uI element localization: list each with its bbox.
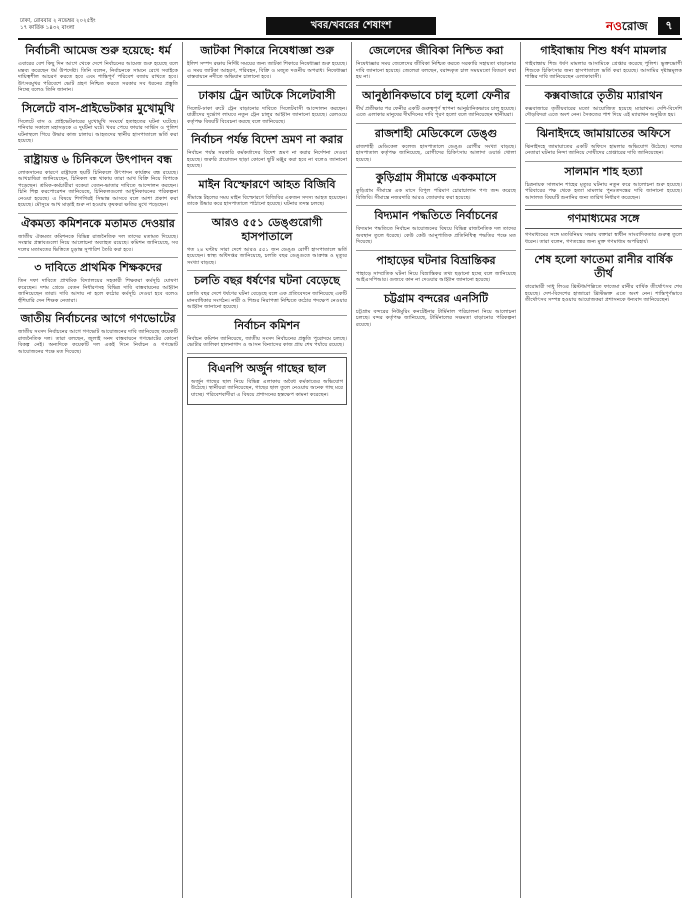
article <box>18 217 178 254</box>
article-divider <box>187 270 347 271</box>
article-divider <box>356 288 516 289</box>
article-headline: কক্সবাজারে তৃতীয় ম্যারাথন <box>544 88 663 102</box>
column-rule <box>182 42 183 898</box>
article-headline: জেলেদের জীবিকা নিশ্চিত করা <box>368 44 504 57</box>
article <box>187 274 347 311</box>
article-body: কক্সবাজারে তৃতীয়বারের মতো আয়োজিত হয়েছে ম্যারাথন। দেশি-বিদেশি দৌড়বিদরা এতে অংশ নেন। সৈকতের পাশ দিয়ে এই ম্যারাথন অনুষ্ঠিত হয়। <box>525 105 682 118</box>
article-headline: গণমাধ্যমের সঙ্গে <box>525 209 682 229</box>
article-headline: বিএনপি অর্জুন গাছের ছাল <box>208 361 326 375</box>
article-body: চলতি বছর দেশে ধর্ষণের ঘটনা বেড়েছে বলে এক প্রতিবেদনে জানিয়েছে একটি মানবাধিকার সংগঠন। নারী ও শিশুর নিরাপত্তা নিশ্চিতে কঠোর পদক্ষেপ নেওয়ার আহ্বান জানানো হয়েছে। <box>187 291 347 310</box>
article-body: জাতীয় ঐকমত্য কমিশনকে বিভিন্ন রাজনৈতিক দল তাদের মতামত দিয়েছে। সংস্কার প্রস্তাবগুলো নিয়ে আলোচনা অব্যাহত রয়েছে। কমিশন জানিয়েছে, সব দলের মতামতের ভিত্তিতে চূড়ান্ত সুপারিশ তৈরি করা হবে। <box>18 233 178 253</box>
article-headline: সিলেটে বাস-প্রাইভেটকার মুখোমুখি <box>21 101 175 115</box>
article-body: জাতীয় সংসদ নির্বাচনের আগে গণভোট আয়োজনের দাবি জানিয়েছে কয়েকটি রাজনৈতিক দল। তারা বলছেন, জুলাই সনদ বাস্তবায়নে গণভোটের কোনো বিকল্প নেই। অন্যদিকে কয়েকটি দল একই দিনে নির্বাচন ও গণভোট আয়োজনের পক্ষে মত দিয়েছে। <box>18 329 178 355</box>
article-headline: জাতীয় নির্বাচনের আগে গণভোটের <box>20 312 176 325</box>
column-rule <box>351 42 352 898</box>
article-body: কুড়িগ্রাম সীমান্তে এক মাসে বিপুল পরিমাণ চোরাচালান পণ্য জব্দ করেছে বিজিবি। সীমান্তে নজরদারি আরও জোরদার করা হয়েছে। <box>356 188 516 201</box>
article-divider <box>18 308 178 309</box>
article <box>18 102 178 145</box>
article-headline: রাজশাহী মেডিকেলে ডেঙ্গু <box>374 126 498 140</box>
article <box>525 253 682 304</box>
article-divider <box>525 205 682 206</box>
article-body: নির্বাচন পর্যন্ত সরকারি কর্মকর্তাদের বিদেশ ভ্রমণ না করার নির্দেশনা দেওয়া হয়েছে। জরুরি প্রয়োজন ছাড়া কোনো ছুটি মঞ্জুর করা হবে না বলেও জানানো হয়েছে। <box>187 150 347 169</box>
article-headline: ঝিনাইদহে জামায়াতের অফিসে <box>536 126 671 140</box>
article-headline: নির্বাচনী আমেজ শুরু হয়েছে: ধর্ম <box>25 44 171 57</box>
date-gregorian: ঢাকা, রোববার ২ নভেম্বর ২০২৫ইং <box>20 18 96 24</box>
logo-part-2: রোজ <box>622 19 648 33</box>
article-headline: ৩ দাবিতে প্রাথমিক শিক্ষকদের <box>34 261 162 274</box>
article-headline: পাহাড়ের ঘটনার বিভ্রান্তিকর <box>376 253 496 267</box>
article-divider <box>525 161 682 162</box>
article-divider <box>187 174 347 175</box>
article-divider <box>356 85 516 86</box>
column-4 <box>525 42 682 898</box>
article-headline: আনুষ্ঠানিকভাবে চালু হলো ফেনীর <box>362 88 510 102</box>
article-body: গত ২৪ ঘণ্টায় সারা দেশে আরও ৫৫১ জন ডেঙ্গু রোগী হাসপাতালে ভর্তি হয়েছেন। স্বাস্থ্য অধিদপ্তর জানিয়েছে, চলতি বছর ডেঙ্গুতে আক্রান্ত ও মৃত্যুর সংখ্যা বাড়ছে। <box>187 246 347 266</box>
article-headline: নির্বাচন কমিশন <box>234 318 300 332</box>
article <box>187 178 347 208</box>
article <box>356 127 516 164</box>
article-divider <box>187 85 347 86</box>
article <box>525 89 682 119</box>
article-body: গাইবান্ধায় শিশু ধর্ষণ মামলার আসামিকে গ্রেপ্তার করেছে পুলিশ। ভুক্তভোগী শিশুকে চিকিৎসার জন্য হাসপাতালে ভর্তি করা হয়েছে। আসামির দৃষ্টান্তমূলক শাস্তির দাবি জানিয়েছেন এলাকাবাসী। <box>525 61 682 80</box>
article-headline: রাষ্ট্রায়ত্ত ৬ চিনিকলে উৎপাদন বন্ধ <box>24 152 172 166</box>
article-headline: জাটকা শিকারে নিষেধাজ্ঞা শুরু <box>200 44 334 57</box>
article <box>356 171 516 201</box>
article-body: নিষেধাজ্ঞার সময় জেলেদের জীবিকা নিশ্চিত করতে সরকারি সহায়তা বাড়ানোর দাবি জানানো হয়েছে। জেলেরা বলছেন, বরাদ্দকৃত চাল সময়মতো বিতরণ করা হয় না। <box>356 61 516 80</box>
article-divider <box>187 353 347 354</box>
article <box>187 133 347 170</box>
article-headline: গাইবান্ধায় শিশু ধর্ষণ মামলার <box>540 44 667 57</box>
newspaper-logo <box>606 17 648 35</box>
article-body: নির্বাচন কমিশন জানিয়েছে, জাতীয় সংসদ নির্বাচনের প্রস্তুতি পুরোদমে চলছে। ভোটার তালিকা হালনাগাদ ও আসন বিন্যাসের কাজ প্রায় শেষ পর্যায়ে রয়েছে। <box>187 335 347 348</box>
article-body: ঝিনাইদহে জামায়াতের একটি অফিসে হামলার অভিযোগ উঠেছে। দলের নেতারা ঘটনার নিন্দা জানিয়ে দোষীদের গ্রেপ্তারের দাবি জানিয়েছেন। <box>525 143 682 156</box>
article-body: চিত্রনায়ক সালমান শাহের মৃত্যুর ঘটনায় নতুন করে আলোচনা শুরু হয়েছে। পরিবারের পক্ষ থেকে হত্যা মামলার পুনঃতদন্তের দাবি জানানো হয়েছে। আদালত বিষয়টি শুনানির জন্য তারিখ নির্ধারণ করেছেন। <box>525 181 682 201</box>
article-divider <box>187 212 347 213</box>
article <box>525 127 682 157</box>
article-headline: কুড়িগ্রাম সীমান্তে এককমাসে <box>375 171 497 184</box>
article-body: ইলিশ সম্পদ রক্ষায় নির্দিষ্ট সময়ের জন্য জাটকা শিকারে নিষেধাজ্ঞা শুরু হয়েছে। এ সময় জাটকা আহরণ, পরিবহন, বিক্রি ও মজুত দণ্ডনীয় অপরাধ। নিষেধাজ্ঞা বাস্তবায়নে নদীতে অভিযান চালানো হবে। <box>187 61 347 80</box>
article-headline: মাইন বিস্ফোরণে আহত বিজিবি <box>198 177 336 191</box>
masthead-rule <box>18 38 682 40</box>
page-number: ৭ <box>658 17 680 35</box>
article-body: তিন দফা দাবিতে প্রাথমিক বিদ্যালয়ের সহকারী শিক্ষকরা কর্মসূচি ঘোষণা করেছেন। দশম গ্রেডে বেতন নির্ধারণসহ বিভিন্ন দাবি বাস্তবায়নের আহ্বান জানিয়েছেন তারা। দাবি আদায় না হলে কঠোর কর্মসূচি দেওয়া হবে বলেও হুঁশিয়ারি দেন শিক্ষক নেতারা। <box>18 278 178 304</box>
article-body: দীর্ঘ প্রতীক্ষার পর ফেনীর একটি গুরুত্বপূর্ণ স্থাপনা আনুষ্ঠানিকভাবে চালু হয়েছে। এতে এলাকার মানুষের দীর্ঘদিনের দাবি পূরণ হলো বলে জানিয়েছেন স্থানীয়রা। <box>356 105 516 118</box>
newspaper-page <box>18 16 682 900</box>
article-headline: ঢাকায় ট্রেন আটকে সিলেটবাসী <box>198 88 336 102</box>
article <box>18 261 178 304</box>
masthead <box>18 16 682 38</box>
article-body: এবারের বেশ কিছু দিন আগে থেকে দেশে নির্বাচনের আমেজ শুরু হয়েছে বলে মন্তব্য করেছেন ধর্ম উপদেষ্টা। তিনি বলেন, নির্বাচনকে সামনে রেখে সবাইকে দায়িত্বশীল আচরণ করতে হবে এবং শান্তিপূর্ণ পরিবেশ বজায় রাখতে হবে। উৎসবমুখর পরিবেশে ভোট গ্রহণ নিশ্চিত করতে সরকার সব ধরনের প্রস্তুতি নিচ্ছে বলেও তিনি জানান। <box>18 61 178 93</box>
article-headline: আরও ৫৫১ ডেঙ্গুরোগী হাসপাতালে <box>211 215 323 243</box>
article <box>356 254 516 284</box>
article-divider <box>18 213 178 214</box>
article-headline: শেষ হলো ফাতেমা রানীর বার্ষিক তীর্থ <box>534 253 673 280</box>
date-line <box>20 18 95 32</box>
article <box>525 44 682 81</box>
article <box>187 319 347 349</box>
article-body: রাজশাহী মেডিকেল কলেজ হাসপাতালে ডেঙ্গু রোগীর সংখ্যা বাড়ছে। হাসপাতাল কর্তৃপক্ষ জানিয়েছে, রোগীদের চিকিৎসায় আলাদা ওয়ার্ড খোলা হয়েছে। <box>356 143 516 163</box>
article-divider <box>356 167 516 168</box>
article-divider <box>18 149 178 150</box>
article <box>356 44 516 81</box>
article <box>18 44 178 94</box>
article-divider <box>187 315 347 316</box>
article-body: চট্টগ্রাম বন্দরের নিউমুরিং কনটেইনার টার্মিনাল পরিচালনা নিয়ে আলোচনা চলছে। বন্দর কর্তৃপক্ষ জানিয়েছে, টার্মিনালের সক্ষমতা বাড়ানোর পরিকল্পনা রয়েছে। <box>356 308 516 328</box>
article-headline: বিদ্যমান পদ্ধতিতে নির্বাচনের <box>374 209 498 222</box>
article-body: পাহাড়ে সাম্প্রতিক ঘটনা নিয়ে বিভ্রান্তিকর তথ্য ছড়ানো হচ্ছে বলে জানিয়েছে আইএসপিআর। গুজবে কান না দেওয়ার আহ্বান জানানো হয়েছে। <box>356 270 516 283</box>
article <box>187 357 347 406</box>
article-body: গণমাধ্যমের সঙ্গে মতবিনিময় সভায় বক্তারা স্বাধীন সাংবাদিকতার গুরুত্ব তুলে ধরেন। তারা বলেন, গণতন্ত্রের জন্য মুক্ত গণমাধ্যম অপরিহার্য। <box>525 232 682 245</box>
article <box>525 165 682 202</box>
article <box>356 209 516 246</box>
article-divider <box>18 98 178 99</box>
article-divider <box>525 85 682 86</box>
column-3 <box>356 42 516 898</box>
date-bangla: ১৭ কার্তিক ১৪৩২ বাংলা <box>20 25 75 31</box>
article-headline: সালমান শাহ হত্যা <box>564 164 643 178</box>
article <box>187 89 347 126</box>
article-headline: চট্টগ্রাম বন্দরের এনসিটি <box>383 291 489 305</box>
article <box>18 312 178 355</box>
logo-part-1: নও <box>606 19 622 33</box>
article <box>187 216 347 267</box>
section-title: খবর/খবরের শেষাংশ <box>266 17 436 35</box>
article-body: অর্জুন গাছের ছাল নিয়ে বিভিন্ন এলাকায় অবৈধ কর্মকাণ্ডের অভিযোগ উঠেছে। স্থানীয়রা জানিয়েছেন, গাছের ছাল তুলে নেওয়ায় অনেক গাছ মরে যাচ্ছে। পরিবেশবাদীরা এ বিষয়ে প্রশাসনের হস্তক্ষেপ কামনা করেছেন। <box>191 378 343 398</box>
article-divider <box>525 249 682 250</box>
column-1 <box>18 42 178 898</box>
article-divider <box>187 129 347 130</box>
article <box>187 44 347 81</box>
article <box>356 292 516 329</box>
article-body: বারোমারী সাধু লিওর খ্রিস্টধর্মপল্লিতে ফাতেমা রানীর বার্ষিক তীর্থোৎসব শেষ হয়েছে। দেশ-বিদেশের হাজারো খ্রিস্টভক্ত এতে অংশ নেন। শান্তিপূর্ণভাবে তীর্থোৎসব সম্পন্ন হওয়ায় আয়োজকরা প্রশাসনকে ধন্যবাদ জানিয়েছেন। <box>525 284 682 303</box>
article-headline: চলতি বছর ধর্ষণের ঘটনা বেড়েছে <box>194 274 340 287</box>
column-rule <box>520 42 521 898</box>
article <box>356 89 516 119</box>
article-body: সিলেট-ঢাকা রুটে ট্রেন বাড়ানোর দাবিতে সিলেটবাসী আন্দোলন করছেন। যাত্রীদের দুর্ভোগ লাঘবে নতুন ট্রেন চালুর আহ্বান জানানো হয়েছে। রেলওয়ে কর্তৃপক্ষ বিষয়টি বিবেচনা করছে বলে জানিয়েছে। <box>187 105 347 125</box>
article-headline: ঐকমত্য কমিশনকে মতামত দেওয়ার <box>21 216 175 230</box>
article-headline: নির্বাচন পর্যন্ত বিদেশ ভ্রমণ না করার <box>191 133 343 146</box>
article-divider <box>525 123 682 124</box>
article-divider <box>18 257 178 258</box>
article-body: লোকসানের কারণে রাষ্ট্রায়ত্ত ছয়টি চিনিকলে উৎপাদন কার্যক্রম বন্ধ রয়েছে। আখচাষিরা জানিয়েছেন, চিনিকল বন্ধ থাকায় তারা আখ বিক্রি নিয়ে বিপাকে পড়েছেন। শ্রমিক-কর্মচারীরা বকেয়া বেতন-ভাতার দাবিতে আন্দোলন করছেন। চিনি শিল্প করপোরেশন জানিয়েছে, চিনিকলগুলো আধুনিকায়নের পরিকল্পনা নেওয়া হয়েছে। এ বিষয়ে শিগগিরই সিদ্ধান্ত আসবে বলে আশা প্রকাশ করা হয়েছে। মৌসুমে আখ মাড়াই শুরু না হওয়ায় কৃষকরা ক্ষতির মুখে পড়েছেন। <box>18 169 178 208</box>
article <box>18 153 178 209</box>
article-divider <box>356 123 516 124</box>
column-2 <box>187 42 347 898</box>
article-body: সিলেটে বাস ও প্রাইভেটকারের মুখোমুখি সংঘর্ষে হতাহতের ঘটনা ঘটেছে। শনিবার সকালে মহাসড়কে এ দুর্ঘটনা ঘটে। খবর পেয়ে ফায়ার সার্ভিস ও পুলিশ ঘটনাস্থলে গিয়ে উদ্ধার কাজ চালায়। আহতদের স্থানীয় হাসপাতালে ভর্তি করা হয়েছে। <box>18 118 178 144</box>
article <box>525 209 682 245</box>
article-divider <box>356 205 516 206</box>
article-body: বিদ্যমান পদ্ধতিতে নির্বাচন আয়োজনের বিষয়ে বিভিন্ন রাজনৈতিক দল তাদের অবস্থান তুলে ধরেছে। কেউ কেউ আনুপাতিক প্রতিনিধিত্ব পদ্ধতির পক্ষে মত দিয়েছে। <box>356 226 516 245</box>
article-divider <box>356 250 516 251</box>
article-body: সীমান্তে টহলের সময় মাইন বিস্ফোরণে বিজিবির একজন সদস্য আহত হয়েছেন। তাকে উদ্ধার করে হাসপাতালে পাঠানো হয়েছে। ঘটনার তদন্ত চলছে। <box>187 194 347 207</box>
